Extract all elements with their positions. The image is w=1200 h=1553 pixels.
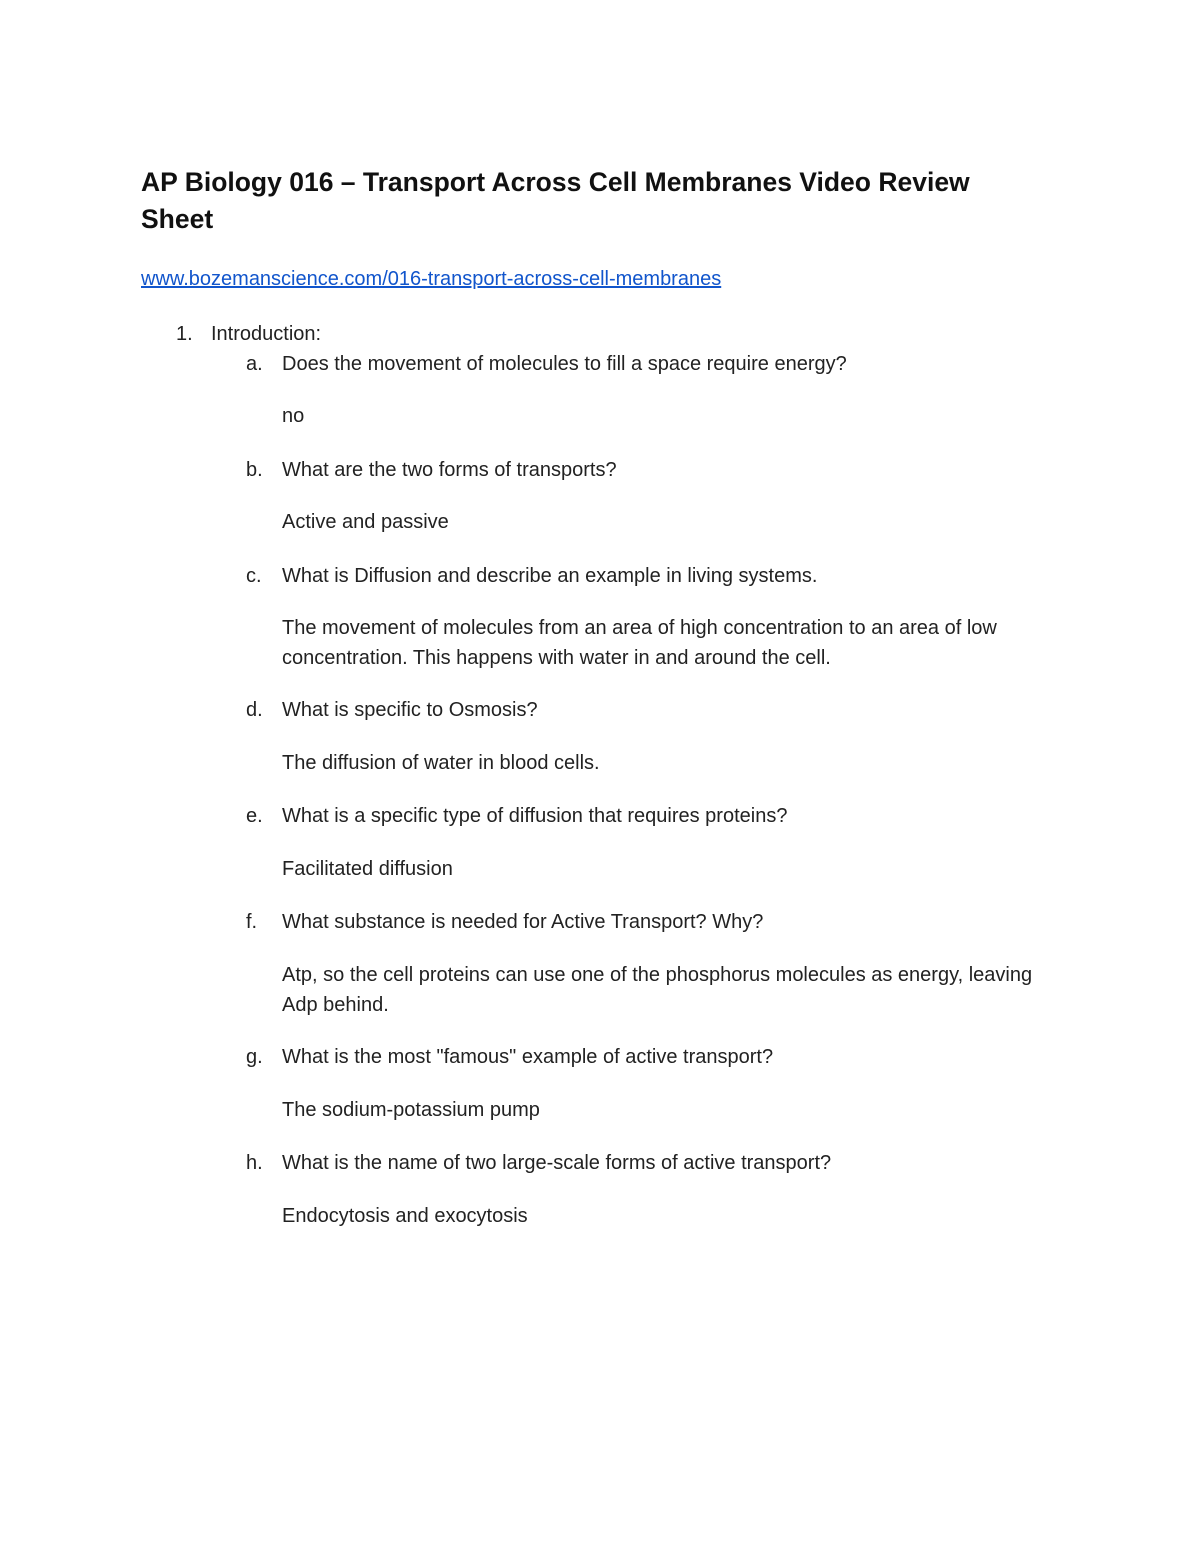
question-letter: e. [246, 805, 263, 827]
question-letter: d. [246, 699, 263, 721]
question-letter: g. [246, 1046, 263, 1068]
question-text: What is the most "famous" example of active transport? [282, 1046, 774, 1068]
question-text: What is a specific type of diffusion that requires proteins? [282, 805, 788, 827]
section-heading [176, 320, 321, 348]
question-letter: f. [246, 911, 258, 933]
answer-text: Facilitated diffusion [282, 858, 453, 880]
answer-text: Atp, so the cell proteins can use one of the phosphorus molecules as energy, leaving Adp behind. [282, 964, 1033, 1016]
answer-text: no [282, 405, 305, 427]
answer-text: The movement of molecules from an area of high concentration to an area of low concentration. This happens with water in and around the cell. [282, 617, 997, 669]
answer-text: Endocytosis and exocytosis [282, 1205, 528, 1227]
answer-text: Active and passive [282, 511, 449, 533]
section-number: 1. [176, 323, 193, 345]
question-text: What are the two forms of transports? [282, 459, 617, 481]
question-letter: h. [246, 1152, 263, 1174]
question-text: What is Diffusion and describe an example in living systems. [282, 565, 818, 587]
answer-text: The diffusion of water in blood cells. [282, 752, 600, 774]
source-link[interactable]: www.bozemanscience.com/016-transport-across-cell-membranes [141, 268, 722, 290]
question-text: Does the movement of molecules to fill a space require energy? [282, 353, 847, 375]
answer-text: The sodium-potassium pump [282, 1099, 540, 1121]
question-letter: a. [246, 353, 263, 375]
question-letter: b. [246, 459, 263, 481]
question-text: What is the name of two large-scale forms of active transport? [282, 1152, 832, 1174]
question-text: What is specific to Osmosis? [282, 699, 538, 721]
question-text: What substance is needed for Active Transport? Why? [282, 911, 764, 933]
question-letter: c. [246, 565, 262, 587]
section-label: Introduction: [211, 323, 322, 345]
page-title: AP Biology 016 – Transport Across Cell Membranes Video Review Sheet [141, 167, 970, 234]
